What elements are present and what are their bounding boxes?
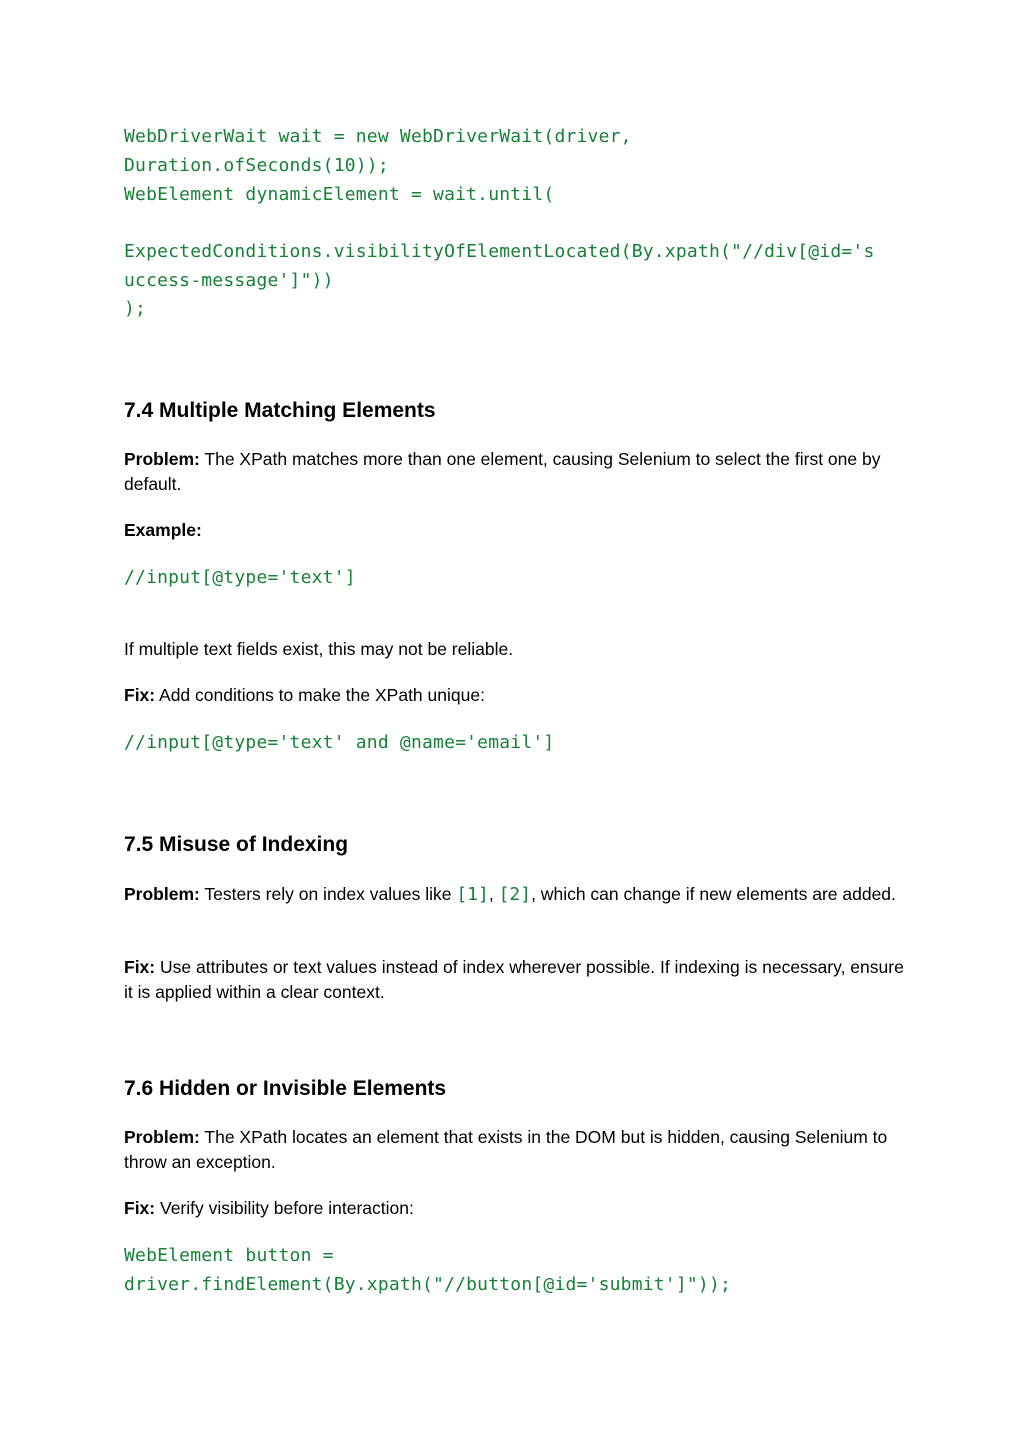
- note-paragraph: If multiple text fields exist, this may not be reliable.: [124, 639, 514, 659]
- code-line: Duration.ofSeconds(10));: [124, 155, 389, 176]
- problem-paragraph-7-4: [124, 447, 904, 497]
- code-line: WebDriverWait wait = new WebDriverWait(driver,: [124, 126, 632, 147]
- code-line: WebElement dynamicElement = wait.until(: [124, 184, 555, 205]
- inline-code-index-1: [1]: [456, 884, 489, 905]
- section-heading-7-5: 7.5 Misuse of Indexing: [124, 833, 349, 856]
- fix-paragraph-7-6: [124, 1196, 904, 1221]
- problem-label: Problem:: [124, 884, 200, 904]
- example-code: //input[@type='text']: [124, 567, 356, 588]
- problem-paragraph-7-5: [124, 882, 904, 907]
- code-line: WebElement button =: [124, 1245, 334, 1266]
- code-line: uccess-message']")): [124, 270, 334, 291]
- example-label: Example:: [124, 520, 202, 540]
- fix-label: Fix:: [124, 1198, 156, 1218]
- fix-label: Fix:: [124, 957, 156, 977]
- fix-paragraph-7-4: [124, 683, 904, 708]
- problem-label: Problem:: [124, 449, 200, 469]
- problem-text: The XPath locates an element that exists in the DOM but is hidden, causing Selenium to throw an exception.: [124, 1127, 888, 1172]
- inline-code-index-2: [2]: [498, 884, 532, 905]
- section-heading-7-6: 7.6 Hidden or Invisible Elements: [124, 1077, 447, 1100]
- fix-text: Add conditions to make the XPath unique:: [155, 685, 485, 705]
- fix-label: Fix:: [124, 685, 156, 705]
- code-line: ExpectedConditions.visibilityOfElementLocated(By.xpath("//div[@id='s: [124, 241, 875, 262]
- problem-text: The XPath matches more than one element, causing Selenium to select the first one by default.: [124, 449, 881, 494]
- problem-text-b: , which can change if new elements are added.: [531, 884, 896, 904]
- code-line: driver.findElement(By.xpath("//button[@id='submit']"));: [124, 1274, 732, 1295]
- problem-paragraph-7-6: [124, 1125, 904, 1175]
- fix-text: Verify visibility before interaction:: [155, 1198, 414, 1218]
- example-label-paragraph: [124, 518, 904, 543]
- code-line: );: [124, 298, 147, 319]
- problem-label: Problem:: [124, 1127, 200, 1147]
- fix-paragraph-7-5: [124, 955, 904, 1005]
- problem-text-a: Testers rely on index values like: [199, 884, 457, 904]
- fix-text: Use attributes or text values instead of index wherever possible. If indexing is necessary, ensure it is applied within a clear context.: [124, 957, 904, 1002]
- section-heading-7-4: 7.4 Multiple Matching Elements: [124, 399, 436, 422]
- separator: ,: [488, 884, 499, 904]
- fix-code-7-4: //input[@type='text' and @name='email']: [124, 732, 555, 753]
